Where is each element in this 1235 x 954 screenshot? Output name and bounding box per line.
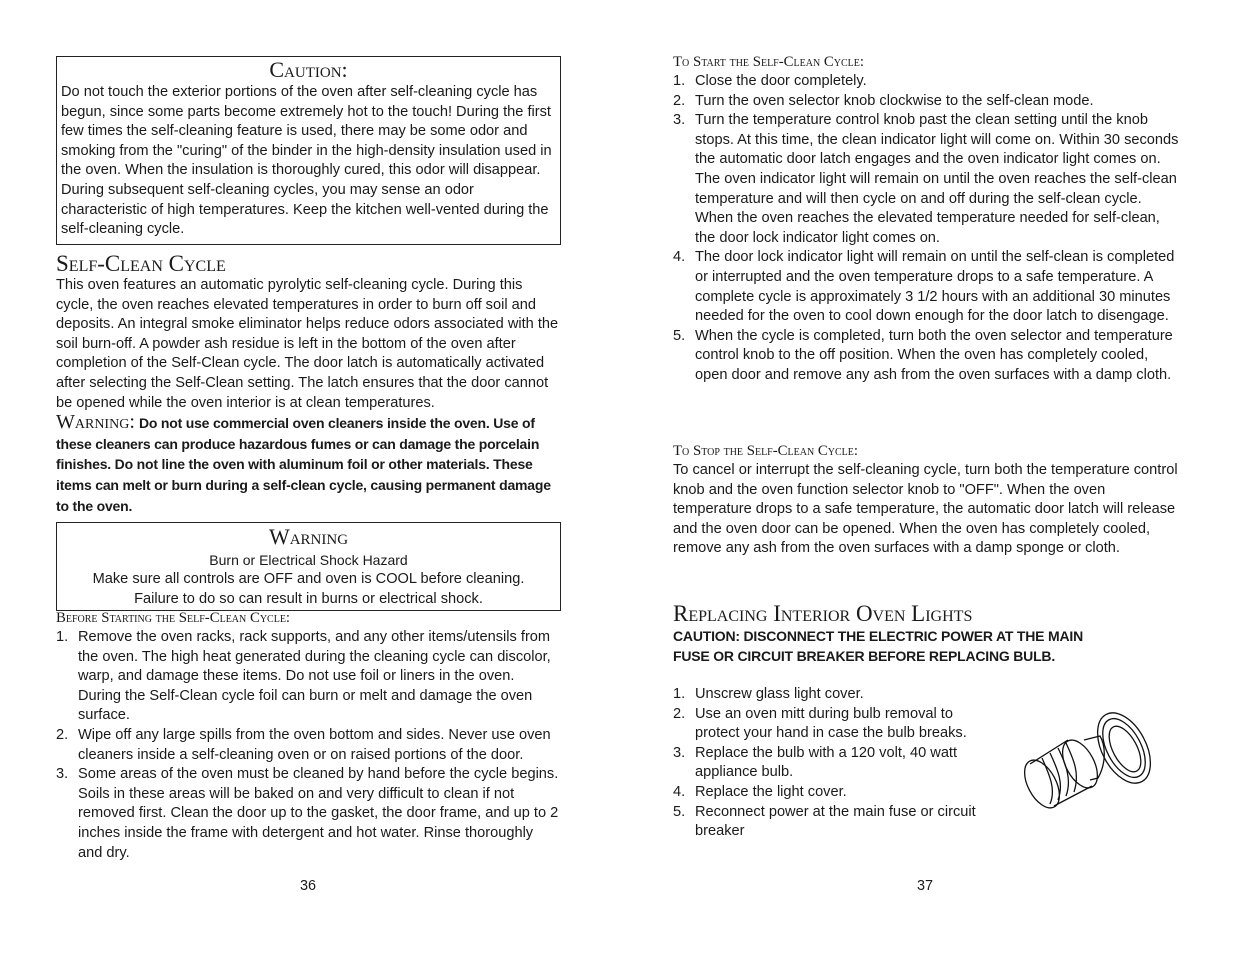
lights-caution: CAUTION: DISCONNECT THE ELECTRIC POWER AT THE MAIN FUSE OR CIRCUIT BREAKER BEFORE REPLACING BULB. [673, 628, 1083, 664]
list-item: 2. Use an oven mitt during bulb removal to protect your hand in case the bulb breaks. [673, 705, 967, 742]
list-item: 3. Turn the temperature control knob past the clean setting until the knob stops. At this time, the clean indicator light will come on. Within 30 seconds the automatic door latch engages and the oven indicator light comes on. The oven indicator light will remain on until the oven reaches the self-clean temperature and will then cycle on and off during the self-clean cycle. When the oven reaches the elevated temperature needed for self-clean, the door lock indicator light comes on. [673, 112, 1179, 246]
lights-title: Replacing Interior Oven Lights [673, 601, 973, 626]
list-item: 4. The door lock indicator light will remain on until the self-clean is completed or interrupted and the oven temperature drops to a safe temperature. A complete cycle is approximately 3 1/2 hours with an additional 30 minutes needed for the oven to cool down enough for the door latch to disengage. [673, 249, 1175, 325]
page-number-right: 37 [917, 878, 934, 894]
lights-list [673, 685, 991, 842]
inline-warning [56, 413, 561, 517]
list-item: 4. Replace the light cover. [673, 783, 847, 800]
warning-box-title: Warning [268, 524, 349, 549]
start-title: To Start the Self-Clean Cycle: [673, 54, 864, 70]
page-number-left: 36 [300, 878, 317, 894]
list-item: 2. Wipe off any large spills from the oven bottom and sides. Never use oven cleaners inside a self-cleaning oven or on raised portions of the door. [56, 726, 551, 763]
start-section [673, 53, 1180, 386]
stop-text: To cancel or interrupt the self-cleaning cycle, turn both the temperature control knob and the oven function selector knob to "OFF". When the oven temperature drops to a safe temperature, the automatic door latch will release and the oven door can be opened. When the oven has completely cooled, remove any ash from the oven surfaces with a damp sponge or cloth. [673, 462, 1178, 557]
before-start-list [56, 628, 561, 863]
list-item: 2. Turn the oven selector knob clockwise to the self-clean mode. [673, 92, 1094, 109]
list-item: 1. Close the door completely. [673, 73, 867, 89]
warning-line-2: Failure to do so can result in burns or electrical shock. [134, 590, 483, 607]
hazard-label: Burn or Electrical Shock Hazard [209, 552, 408, 568]
caution-text: Do not touch the exterior portions of the oven after self-cleaning cycle has begun, since some parts become extremely hot to the touch! During the first few times the self-cleaning feature is used, there may be some odor and smoking from the "curing" of the binder in the high-density insulation used in the oven. When the insulation is thoroughly cured, this odor will disappear. During subsequent self-cleaning cycles, you may sense an odor characteristic of high temperatures. Keep the kitchen well-vented during the self-cleaning cycle. [61, 84, 552, 238]
caution-box [56, 56, 561, 245]
start-list [673, 72, 1180, 386]
warning-box [56, 522, 561, 611]
warning-line-1: Make sure all controls are OFF and oven is COOL before cleaning. [92, 571, 525, 587]
self-clean-title: Self-Clean Cycle [56, 251, 226, 276]
list-item: 3. Replace the bulb with a 120 volt, 40 watt appliance bulb. [673, 744, 958, 781]
list-item: 5. Reconnect power at the main fuse or circuit breaker [673, 803, 976, 840]
list-item: 1. Unscrew glass light cover. [673, 686, 864, 702]
list-item: 5. When the cycle is completed, turn both the oven selector and temperature control knob to the off position. When the oven has completely cooled, open door and remove any ash from the oven surfaces with a damp cloth. [673, 327, 1173, 383]
list-item: 1. Remove the oven racks, rack supports, and any other items/utensils from the oven. The high heat generated during the cleaning cycle can discolor, warp, and damage these items. Do not use foil or liners in the oven. During the Self-Clean cycle foil can burn or melt and damage the oven surface. [56, 629, 551, 724]
caution-title: Caution: [269, 57, 348, 82]
stop-title: To Stop the Self-Clean Cycle: [673, 443, 858, 459]
light-bulb-cover-illustration [1020, 706, 1152, 818]
warning-text: Do not use commercial oven cleaners inside the oven. Use of these cleaners can produce hazardous fumes or can damage the porcelain finishes. Do not line the oven with aluminum foil or other materials. These items can melt or burn during a self-clean cycle, causing permanent damage to the oven. [56, 415, 551, 514]
self-clean-section [56, 252, 561, 517]
before-start-section [56, 609, 561, 863]
list-item: 3. Some areas of the oven must be cleaned by hand before the cycle begins. Soils in these areas will be baked on and very difficult to clean if not removed first. Clean the door up to the gasket, the door frame, and up to 2 inches inside the frame with detergent and hot water. Rinse thoroughly and dry. [56, 766, 559, 861]
before-start-title: Before Starting the Self-Clean Cycle: [56, 610, 291, 626]
self-clean-text: This oven features an automatic pyrolytic self-cleaning cycle. During this cycle, the oven reaches elevated temperatures in order to burn off soil and deposits. An integral smoke eliminator helps reduce odors associated with the soil burn-off. A powder ash residue is left in the bottom of the oven after completion of the Self-Clean cycle. The door latch is automatically activated after selecting the Self-Clean setting. The latch ensures that the door cannot be opened while the oven interior is at clean temperatures. [56, 277, 559, 411]
warning-word: Warning: [56, 411, 135, 434]
stop-section [673, 442, 1180, 559]
